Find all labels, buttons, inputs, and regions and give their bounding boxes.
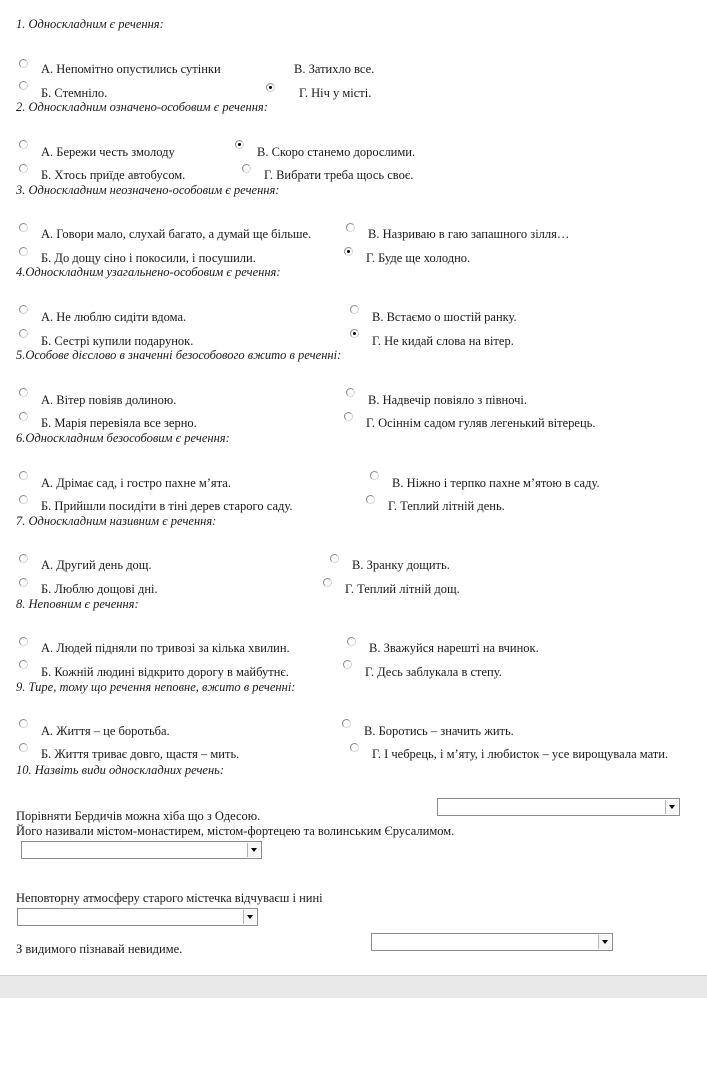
q6-option-a-radio[interactable] — [19, 471, 28, 480]
q2-option-g-label: Г. Вибрати треба щось своє. — [264, 168, 414, 182]
q3-option-g-radio[interactable] — [344, 247, 353, 256]
q1-option-a-radio[interactable] — [19, 59, 28, 68]
question-3-title: 3. Односкладним неозначено-особовим є речення: — [16, 183, 280, 197]
q2-option-a-radio[interactable] — [19, 140, 28, 149]
q6-option-v-radio[interactable] — [370, 471, 379, 480]
q5-option-v-radio[interactable] — [346, 388, 355, 397]
q2-option-b-radio[interactable] — [19, 164, 28, 173]
chevron-down-icon[interactable] — [243, 910, 256, 924]
q1-option-g-label: Г. Ніч у місті. — [299, 86, 372, 100]
q4-option-v-radio[interactable] — [350, 305, 359, 314]
q9-option-a-label: А. Життя – це боротьба. — [41, 724, 170, 738]
q6-option-v-label: В. Ніжно і терпко пахне м’ятою в саду. — [392, 476, 600, 490]
q4-option-a-label: А. Не люблю сидіти вдома. — [41, 310, 187, 324]
q5-option-a-radio[interactable] — [19, 388, 28, 397]
q10-select-2[interactable] — [21, 841, 262, 859]
q9-option-g-label: Г. І чебрець, і м’яту, і любисток – усе вирощувала мати. — [372, 747, 669, 761]
q8-option-b-radio[interactable] — [19, 660, 28, 669]
q4-option-g-radio[interactable] — [350, 329, 359, 338]
q10-sentence-4: З видимого пізнавай невидиме. — [16, 942, 183, 956]
q8-option-v-radio[interactable] — [347, 637, 356, 646]
q8-option-a-label: А. Людей підняли по тривозі за кілька хвилин. — [41, 641, 290, 655]
question-1-title: 1. Односкладним є речення: — [16, 17, 164, 31]
q6-option-b-radio[interactable] — [19, 495, 28, 504]
q8-option-g-label: Г. Десь заблукала в степу. — [365, 665, 502, 679]
q3-option-g-label: Г. Буде ще холодно. — [366, 251, 471, 265]
q2-option-b-label: Б. Хтось приїде автобусом. — [41, 168, 186, 182]
question-2-title: 2. Односкладним означено-особовим є речення: — [16, 100, 268, 114]
q8-option-v-label: В. Зважуйся нарешті на вчинок. — [369, 641, 539, 655]
q5-option-g-label: Г. Осіннім садом гуляв легенький вітерець. — [366, 416, 596, 430]
q5-option-a-label: А. Вітер повіяв долиною. — [41, 393, 177, 407]
q1-option-b-label: Б. Стемніло. — [41, 86, 108, 100]
chevron-down-icon[interactable] — [247, 843, 260, 857]
q5-option-b-radio[interactable] — [19, 412, 28, 421]
q8-option-b-label: Б. Кожній людині відкрито дорогу в майбутнє. — [41, 665, 289, 679]
q3-option-v-radio[interactable] — [346, 223, 355, 232]
q10-select-1[interactable] — [437, 798, 680, 816]
q6-option-g-radio[interactable] — [366, 495, 375, 504]
q9-option-g-radio[interactable] — [350, 743, 359, 752]
q6-option-g-label: Г. Теплий літній день. — [388, 499, 505, 513]
q7-option-b-radio[interactable] — [19, 578, 28, 587]
question-7-title: 7. Односкладним називним є речення: — [16, 514, 217, 528]
q7-option-g-label: Г. Теплий літній дощ. — [345, 582, 460, 596]
q2-option-g-radio[interactable] — [242, 164, 251, 173]
q7-option-v-radio[interactable] — [330, 554, 339, 563]
q9-option-v-radio[interactable] — [342, 719, 351, 728]
question-6-title: 6.Односкладним безособовим є речення: — [16, 431, 230, 445]
q2-option-v-label: В. Скоро станемо дорослими. — [257, 145, 416, 159]
q1-option-a-label: А. Непомітно опустились сутінки — [41, 62, 221, 76]
q4-option-b-radio[interactable] — [19, 329, 28, 338]
q3-option-b-radio[interactable] — [19, 247, 28, 256]
q3-option-v-label: В. Назриваю в гаю запашного зілля… — [368, 227, 570, 241]
chevron-down-icon[interactable] — [665, 800, 678, 814]
q7-option-b-label: Б. Люблю дощові дні. — [41, 582, 158, 596]
q6-option-b-label: Б. Прийшли посидіти в тіні дерев старого саду. — [41, 499, 293, 513]
q7-option-v-label: В. Зранку дощить. — [352, 558, 450, 572]
question-4-title: 4.Односкладним узагальнено-особовим є речення: — [16, 265, 281, 279]
q4-option-b-label: Б. Сестрі купили подарунок. — [41, 334, 194, 348]
q3-option-b-label: Б. До дощу сіно і покосили, і посушили. — [41, 251, 256, 265]
chevron-down-icon[interactable] — [598, 935, 611, 949]
q3-option-a-label: А. Говори мало, слухай багато, а думай ще більше. — [41, 227, 312, 241]
q1-option-v-label: В. Затихло все. — [294, 62, 375, 76]
q7-option-g-radio[interactable] — [323, 578, 332, 587]
q5-option-b-label: Б. Марія перевіяла все зерно. — [41, 416, 197, 430]
q7-option-a-radio[interactable] — [19, 554, 28, 563]
q2-option-v-radio[interactable] — [235, 140, 244, 149]
question-5-title: 5.Особове дієслово в значенні безособового вжито в реченні: — [16, 348, 342, 362]
q5-option-v-label: В. Надвечір повіяло з півночі. — [368, 393, 528, 407]
q8-option-a-radio[interactable] — [19, 637, 28, 646]
q6-option-a-label: А. Дрімає сад, і гостро пахне м’ята. — [41, 476, 231, 490]
question-9-title: 9. Тире, тому що речення неповне, вжито в реченні: — [16, 680, 296, 694]
q9-option-v-label: В. Боротись – значить жить. — [364, 724, 514, 738]
q10-select-4[interactable] — [371, 933, 613, 951]
q1-option-g-radio[interactable] — [266, 83, 275, 92]
question-10-title: 10. Назвіть види односкладних речень: — [16, 763, 225, 777]
page-bottom-bar — [0, 975, 707, 998]
question-8-title: 8. Неповним є речення: — [16, 597, 139, 611]
q1-option-b-radio[interactable] — [19, 81, 28, 90]
q2-option-a-label: А. Бережи честь змолоду — [41, 145, 175, 159]
q10-sentence-1: Порівняти Бердичів можна хіба що з Одесою. — [16, 809, 261, 823]
q4-option-a-radio[interactable] — [19, 305, 28, 314]
q9-option-b-label: Б. Життя триває довго, щастя – мить. — [41, 747, 240, 761]
q10-sentence-3: Неповторну атмосферу старого містечка відчуваєш і нині — [16, 891, 323, 905]
q10-sentence-2: Його називали містом-монастирем, містом-фортецею та волинським Єрусалимом. — [16, 824, 455, 838]
q8-option-g-radio[interactable] — [343, 660, 352, 669]
q9-option-b-radio[interactable] — [19, 743, 28, 752]
q7-option-a-label: А. Другий день дощ. — [41, 558, 152, 572]
q10-select-3[interactable] — [17, 908, 258, 926]
q3-option-a-radio[interactable] — [19, 223, 28, 232]
q5-option-g-radio[interactable] — [344, 412, 353, 421]
q4-option-g-label: Г. Не кидай слова на вітер. — [372, 334, 514, 348]
q9-option-a-radio[interactable] — [19, 719, 28, 728]
q4-option-v-label: В. Встаємо о шостій ранку. — [372, 310, 517, 324]
